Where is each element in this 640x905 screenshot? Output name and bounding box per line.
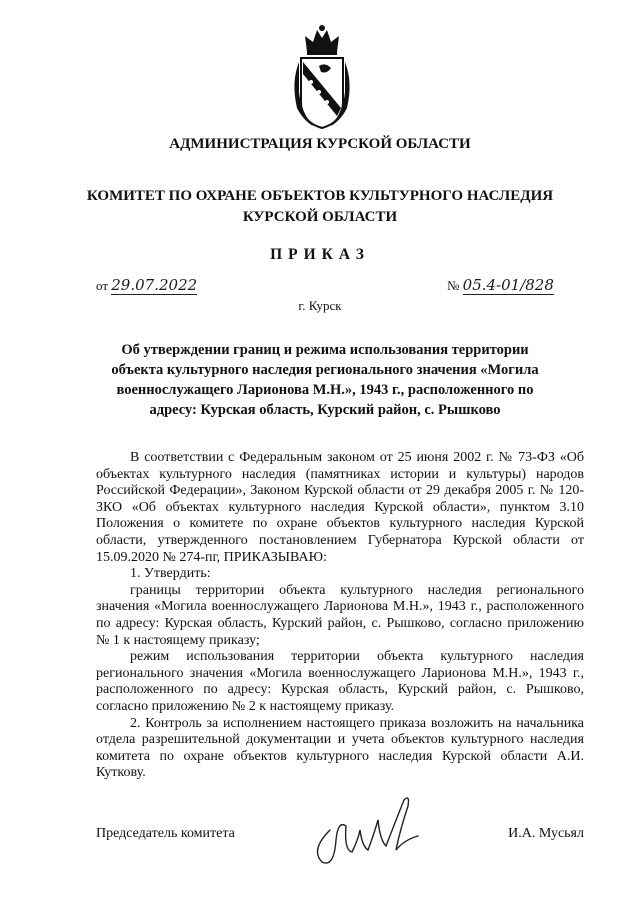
body-item-1b: режим использования территории объекта культурного наследия регионального значения «Могила военнослужащего Ларионова М.Н.», 1943 г., расположенного по адресу: Курская область, Курский район, с. Рышково, согласно приложению № 2 к настоящему приказу. bbox=[96, 649, 584, 714]
committee-line-1: КОМИТЕТ ПО ОХРАНЕ ОБЪЕКТОВ КУЛЬТУРНОГО НАСЛЕДИЯ bbox=[86, 188, 554, 204]
coat-of-arms-emblem bbox=[289, 22, 355, 132]
committee-heading bbox=[0, 186, 640, 228]
order-heading: ПРИКАЗ bbox=[270, 246, 370, 263]
signatory-name: И.А. Мусьял bbox=[508, 826, 584, 841]
date-prefix: от bbox=[96, 278, 109, 293]
number-value: 05.4-01/828 bbox=[462, 276, 554, 294]
handwritten-signature bbox=[300, 790, 440, 870]
administration-heading: АДМИНИСТРАЦИЯ КУРСКОЙ ОБЛАСТИ bbox=[169, 136, 471, 152]
city-label: г. Курск bbox=[298, 298, 342, 313]
body-item-1: 1. Утвердить: bbox=[130, 566, 211, 582]
document-body bbox=[96, 450, 584, 782]
date-value: 29.07.2022 bbox=[111, 276, 198, 294]
shield-icon bbox=[301, 58, 343, 128]
body-item-1a: границы территории объекта культурного наследия регионального значения «Могила военнослужащего Ларионова М.Н.», 1943 г., расположенного по адресу: Курская область, Курский район, с. Рышково, согласно приложению № 1 к настоящему приказу; bbox=[96, 582, 584, 648]
crown-icon bbox=[305, 25, 339, 55]
signatory-position: Председатель комитета bbox=[96, 826, 235, 841]
date-field bbox=[96, 276, 197, 295]
committee-line-2: КУРСКОЙ ОБЛАСТИ bbox=[242, 209, 398, 225]
number-field bbox=[447, 276, 554, 295]
body-item-2: 2. Контроль за исполнением настоящего приказа возложить на начальника отдела разрешительной документации и учета объектов культурного наследия комитета по охране объектов культурного наследия Курской области А.И. Куткову. bbox=[96, 715, 584, 781]
document-title: Об утверждении границ и режима использования территории объекта культурного наследия регионального значения «Могила военнослужащего Ларионова М.Н.», 1943 г., расположенного по адресу: Курская область, Курский район, с. Рышково bbox=[111, 342, 539, 418]
number-prefix: № bbox=[447, 278, 460, 293]
body-intro: В соответствии с Федеральным законом от 25 июня 2002 г. № 73-ФЗ «Об объектах культурного наследия (памятниках истории и культуры) народов Российской Федерации», Законом Курской области от 29 декабря 2005 г. № 120-ЗКО «Об объектах культурного наследия Курской области», пунктом 3.10 Положения о комитете по охране объектов культурного наследия Курской области, утвержденного постановлением Губернатора Курской области от 15.09.2020 № 274-пг, ПРИКАЗЫВАЮ: bbox=[96, 450, 584, 565]
